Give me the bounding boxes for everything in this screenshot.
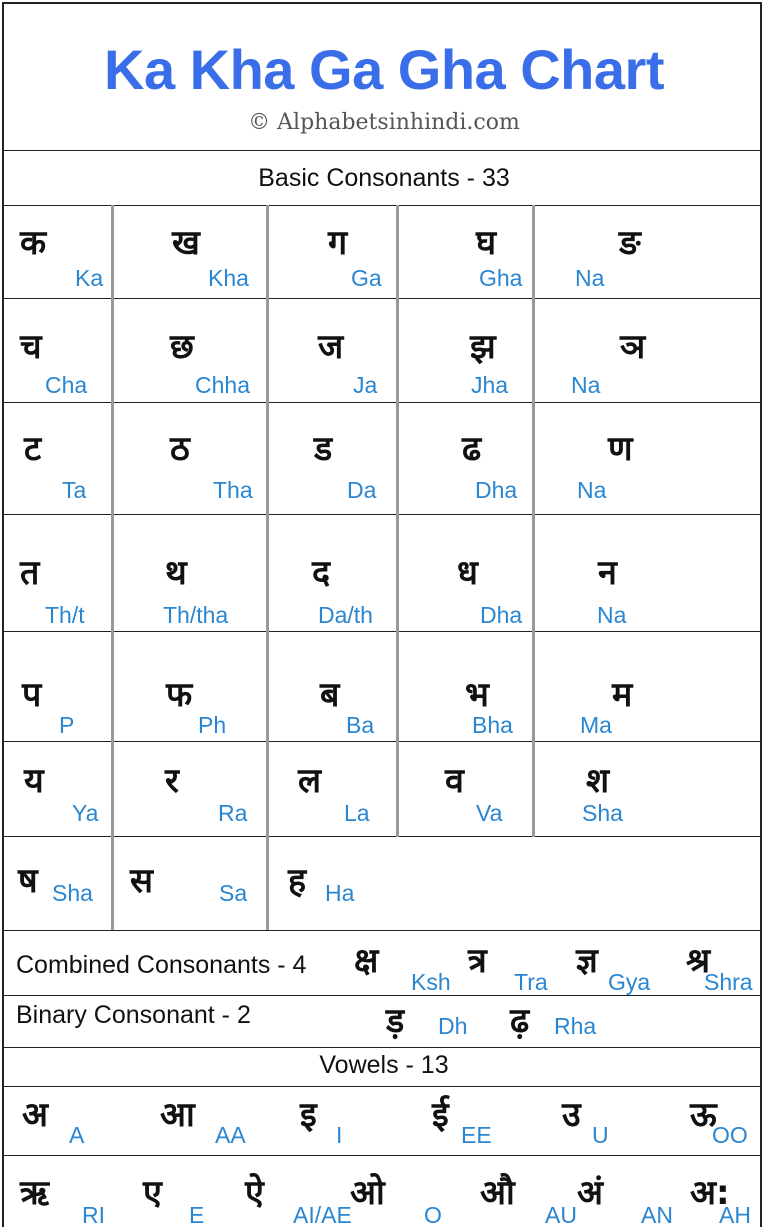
- copyright-notice: © Alphabetsinhindi.com: [248, 110, 520, 135]
- roman-transliteration: Kha: [208, 265, 249, 291]
- hindi-letter: त्र: [468, 941, 487, 981]
- divider: [2, 514, 762, 515]
- roman-transliteration: Ph: [198, 712, 227, 738]
- hindi-letter: स: [130, 861, 153, 901]
- roman-transliteration: Na: [571, 372, 601, 398]
- hindi-letter: श्र: [686, 941, 711, 981]
- roman-transliteration: Jha: [471, 372, 509, 398]
- hindi-letter: ए: [143, 1173, 162, 1213]
- hindi-letter: ज: [318, 327, 344, 367]
- section-binary-consonant: Binary Consonant - 2: [16, 1001, 251, 1029]
- hindi-letter: व: [445, 761, 464, 801]
- hindi-letter: ढ: [462, 429, 482, 469]
- section-vowels: Vowels - 13: [319, 1051, 449, 1079]
- divider: [2, 995, 762, 996]
- roman-transliteration: O: [424, 1202, 442, 1228]
- divider: [2, 1155, 762, 1156]
- hindi-letter: द: [312, 553, 331, 593]
- roman-transliteration: Th/t: [45, 602, 85, 628]
- roman-transliteration: Tra: [514, 969, 548, 995]
- roman-transliteration: La: [344, 800, 370, 826]
- roman-transliteration: AA: [215, 1122, 246, 1148]
- roman-transliteration: Na: [597, 602, 627, 628]
- roman-transliteration: Dha: [475, 477, 518, 503]
- hindi-letter: इ: [300, 1095, 317, 1135]
- hindi-letter: म: [612, 675, 633, 715]
- divider: [2, 402, 762, 403]
- hindi-letter: भ: [465, 675, 489, 715]
- roman-transliteration: Sha: [52, 880, 93, 906]
- roman-transliteration: AU: [545, 1202, 577, 1228]
- section-basic-consonants: Basic Consonants - 33: [258, 164, 510, 192]
- hindi-letter: औ: [480, 1173, 515, 1213]
- divider: [2, 930, 762, 931]
- roman-transliteration: Gha: [479, 265, 523, 291]
- roman-transliteration: Dha: [480, 602, 523, 628]
- roman-transliteration: Dh: [438, 1013, 468, 1039]
- column-divider: [266, 205, 269, 930]
- hindi-letter: ङ: [619, 223, 641, 263]
- roman-transliteration: Tha: [213, 477, 253, 503]
- roman-transliteration: EE: [461, 1122, 492, 1148]
- hindi-letter: ट: [24, 429, 42, 469]
- hindi-letter: ऋ: [20, 1173, 50, 1213]
- hindi-letter: अ:: [690, 1173, 730, 1213]
- roman-transliteration: Cha: [45, 372, 88, 398]
- hindi-letter: ढ़: [510, 1001, 530, 1041]
- hindi-letter: क: [20, 223, 47, 263]
- roman-transliteration: Ga: [351, 265, 382, 291]
- hindi-letter: ख: [172, 223, 200, 263]
- roman-transliteration: Rha: [554, 1013, 597, 1039]
- divider: [2, 1086, 762, 1087]
- roman-transliteration: Shra: [704, 969, 753, 995]
- section-combined-consonants: Combined Consonants - 4: [16, 951, 307, 979]
- hindi-letter: घ: [476, 223, 497, 263]
- roman-transliteration: Ba: [346, 712, 375, 738]
- roman-transliteration: Bha: [472, 712, 513, 738]
- divider: [2, 1047, 762, 1048]
- hindi-letter: अ: [22, 1095, 48, 1135]
- roman-transliteration: U: [592, 1122, 609, 1148]
- hindi-letter: उ: [562, 1095, 581, 1135]
- hindi-letter: थ: [165, 553, 187, 593]
- roman-transliteration: Chha: [195, 372, 250, 398]
- roman-transliteration: Gya: [608, 969, 651, 995]
- divider: [2, 741, 762, 742]
- hindi-letter: ठ: [170, 429, 190, 469]
- column-divider: [111, 205, 114, 930]
- divider: [2, 836, 762, 837]
- roman-transliteration: Sa: [219, 880, 248, 906]
- hindi-letter: न: [598, 553, 617, 593]
- roman-transliteration: AH: [719, 1202, 751, 1228]
- hindi-letter: त: [20, 553, 40, 593]
- hindi-letter: ह: [288, 861, 307, 901]
- hindi-letter: ऊ: [690, 1095, 717, 1135]
- hindi-letter: ज्ञ: [576, 941, 598, 981]
- hindi-letter: ष: [18, 861, 38, 901]
- hindi-letter: ऐ: [245, 1173, 264, 1213]
- hindi-letter: ञ: [620, 327, 646, 367]
- roman-transliteration: Ksh: [411, 969, 451, 995]
- hindi-letter: झ: [470, 327, 496, 367]
- hindi-letter: छ: [170, 327, 194, 367]
- roman-transliteration: Na: [577, 477, 607, 503]
- hindi-letter: च: [20, 327, 42, 367]
- hindi-letter: ओ: [350, 1173, 385, 1213]
- hindi-letter: प: [22, 675, 42, 715]
- hindi-letter: श: [586, 761, 610, 801]
- hindi-letter: ड: [314, 429, 333, 469]
- divider: [2, 298, 762, 299]
- roman-transliteration: A: [69, 1122, 85, 1148]
- roman-transliteration: Na: [575, 265, 605, 291]
- roman-transliteration: RI: [82, 1202, 105, 1228]
- hindi-letter: ण: [608, 429, 633, 469]
- roman-transliteration: Va: [476, 800, 503, 826]
- roman-transliteration: Ha: [325, 880, 355, 906]
- hindi-letter: र: [165, 761, 179, 801]
- roman-transliteration: Ja: [353, 372, 378, 398]
- roman-transliteration: Th/tha: [163, 602, 229, 628]
- roman-transliteration: P: [59, 712, 75, 738]
- chart-title: Ka Kha Ga Gha Chart: [104, 38, 664, 101]
- column-divider: [396, 205, 399, 837]
- hindi-letter: क्ष: [354, 941, 379, 981]
- roman-transliteration: Ka: [75, 265, 104, 291]
- divider: [2, 205, 762, 206]
- hindi-letter: ब: [320, 675, 340, 715]
- roman-transliteration: AI/AE: [293, 1202, 352, 1228]
- roman-transliteration: AN: [641, 1202, 673, 1228]
- roman-transliteration: Ma: [580, 712, 612, 738]
- hindi-letter: अं: [577, 1173, 603, 1213]
- roman-transliteration: Da/th: [318, 602, 373, 628]
- hindi-letter: ई: [432, 1095, 449, 1135]
- hindi-letter: ल: [298, 761, 322, 801]
- divider: [2, 631, 762, 632]
- column-divider: [532, 205, 535, 837]
- roman-transliteration: Ya: [72, 800, 99, 826]
- hindi-letter: फ: [166, 675, 193, 715]
- roman-transliteration: Ra: [218, 800, 248, 826]
- roman-transliteration: I: [336, 1122, 343, 1148]
- hindi-letter: ग: [328, 223, 348, 263]
- roman-transliteration: Da: [347, 477, 377, 503]
- hindi-letter: आ: [160, 1095, 195, 1135]
- hindi-letter: य: [24, 761, 44, 801]
- hindi-letter: ड़: [386, 1001, 405, 1041]
- hindi-letter: ध: [457, 553, 478, 593]
- roman-transliteration: E: [189, 1202, 205, 1228]
- roman-transliteration: Sha: [582, 800, 623, 826]
- roman-transliteration: Ta: [62, 477, 87, 503]
- roman-transliteration: OO: [712, 1122, 748, 1148]
- divider: [2, 150, 762, 151]
